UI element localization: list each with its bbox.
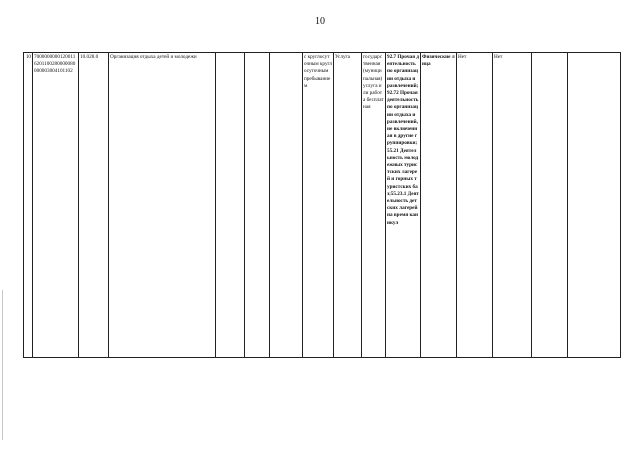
- scan-edge-line: [2, 290, 3, 440]
- registry-table: [23, 52, 621, 358]
- empty-cell: [216, 53, 245, 358]
- service-category: государственная (муниципальная) услуга или работа бесплатная: [362, 53, 386, 358]
- flag-cell: Нет: [457, 53, 493, 358]
- consumers: Физические лица: [421, 53, 457, 358]
- service-name: Организация отдыха детей и молодежи: [109, 53, 216, 358]
- empty-cell: [245, 53, 270, 358]
- service-code: 10.028.0: [79, 53, 109, 358]
- table-row: [24, 53, 621, 358]
- empty-cell: [270, 53, 303, 358]
- okved-codes: 92.7 Прочая деятельность по организации отдыха и развлечений;92.72 Прочая деятельность по организации отдыха и развлечений, не включенная в другие группировки;55.21 Деятельность молодежных туристских лагерей и горных туристских баз;55.23.1 Деятельность детских лагерей на время каникул: [386, 53, 421, 358]
- service-form: с круглосуточным круглосуточным пребыванием: [303, 53, 334, 358]
- flag-cell: Нет: [493, 53, 532, 358]
- service-type: Услуга: [334, 53, 362, 358]
- empty-cell: [568, 53, 621, 358]
- empty-cell: [532, 53, 568, 358]
- page-number: 10: [315, 16, 325, 27]
- row-number: 10: [24, 53, 33, 358]
- registry-code: 70000000001200116201100280000080000003004101102: [33, 53, 79, 358]
